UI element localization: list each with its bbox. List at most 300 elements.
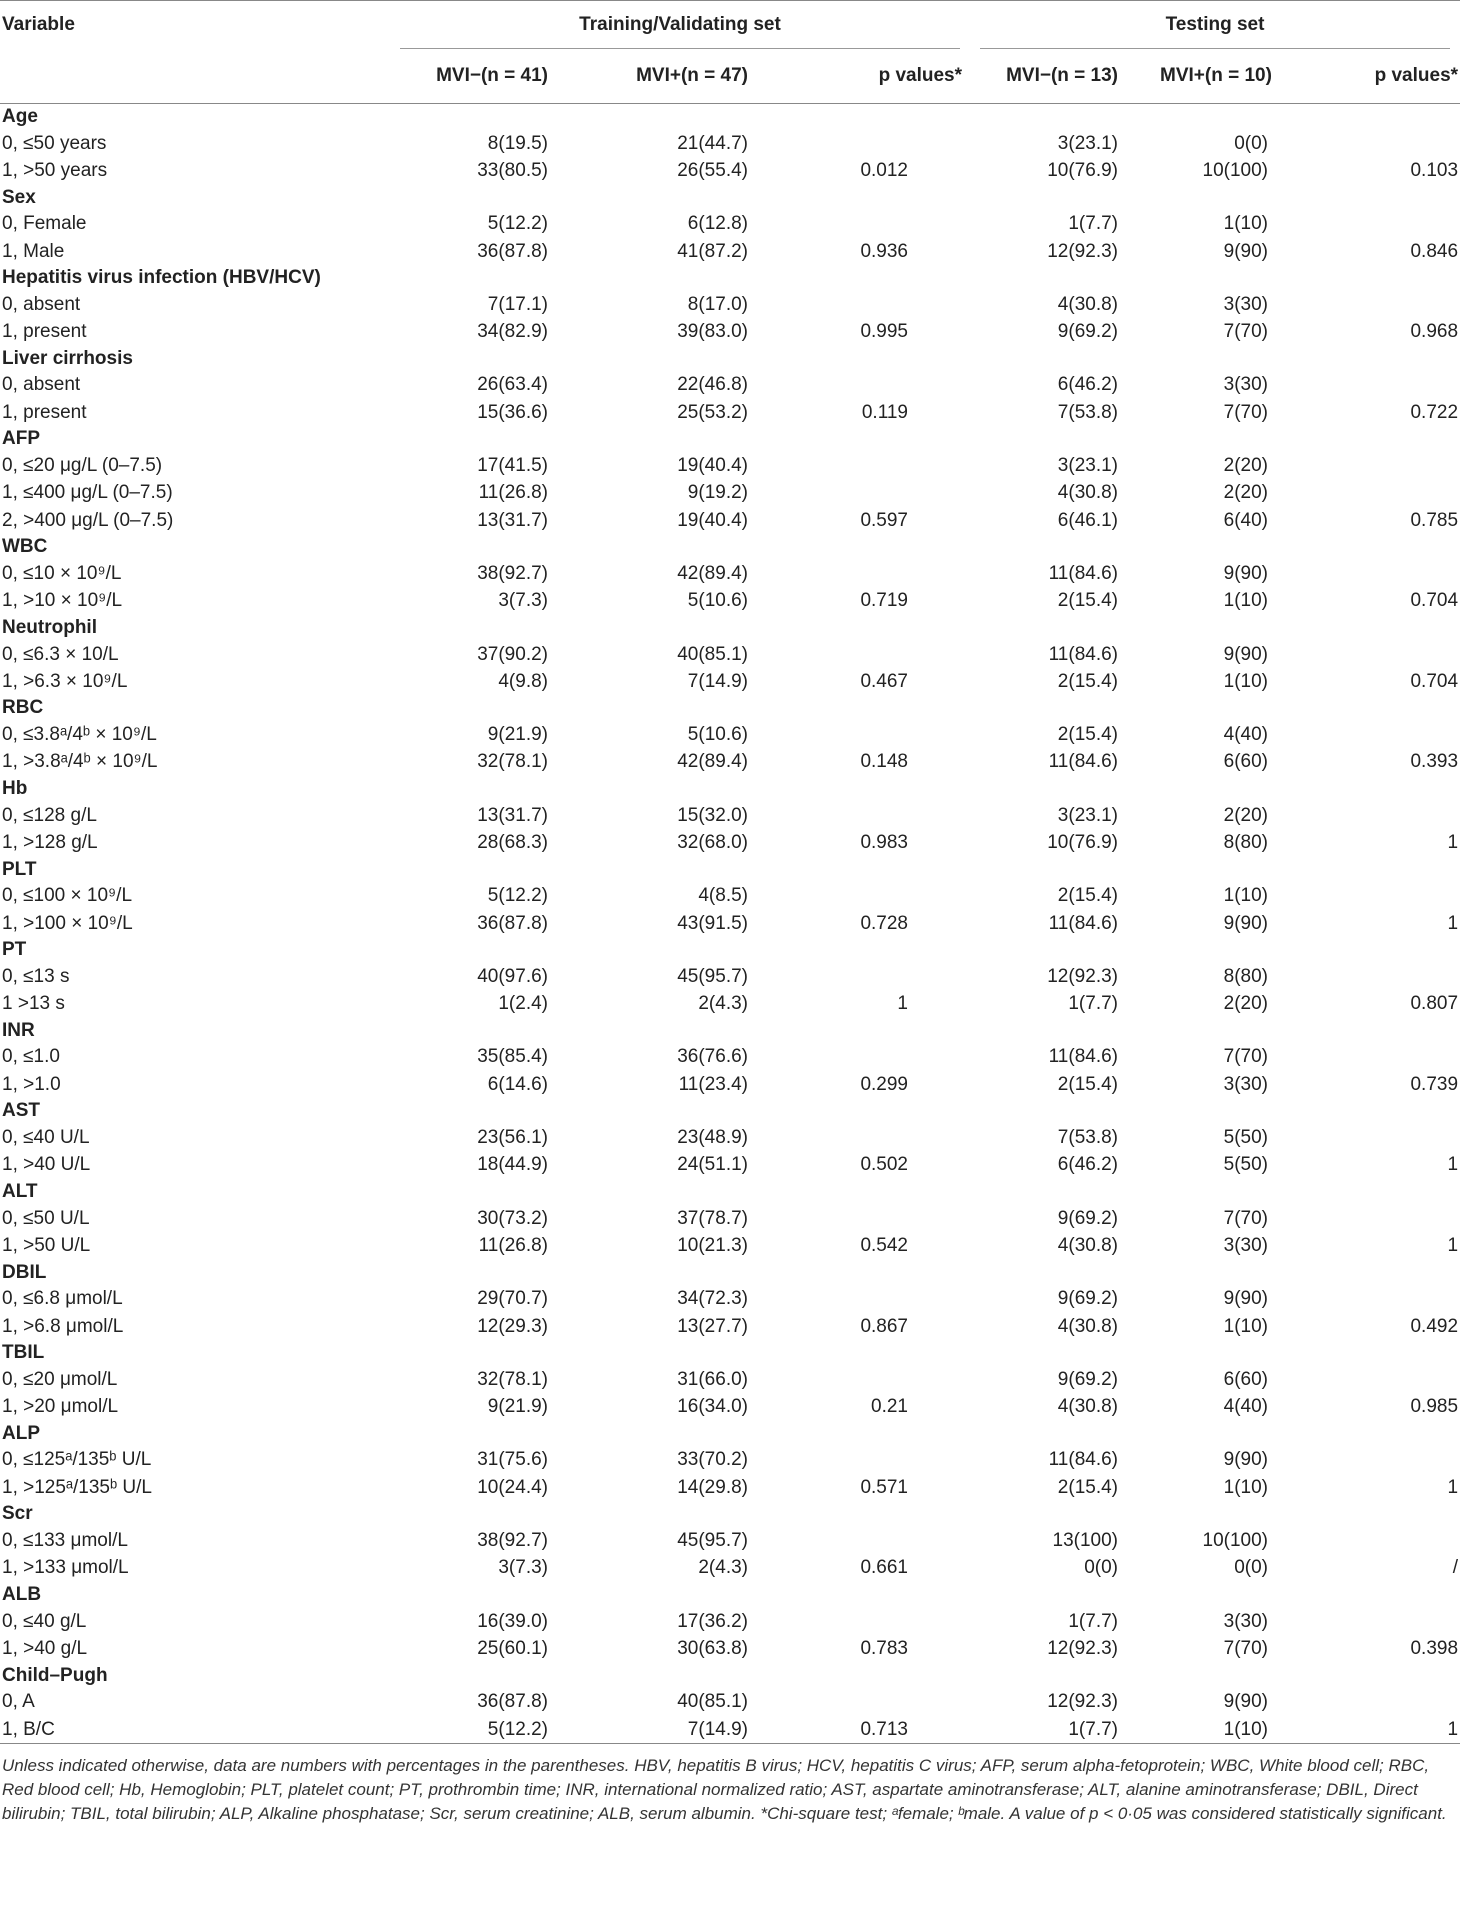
cell-training-mvi-neg: 12(29.3) [477,1315,548,1337]
cell-training-mvi-neg: 29(70.7) [477,1288,548,1310]
category-label: TBIL [2,1342,45,1364]
cell-training-p-value [800,1447,970,1474]
table-row [0,991,1460,1018]
row-label: 0, ≤3.8ᵃ/4ᵇ × 10⁹/L [2,724,157,746]
header-te-neg: MVI−(n = 13) [970,49,1160,104]
row-label: 0, Female [2,213,87,235]
cell-training-mvi-pos: 31(66.0) [677,1368,748,1390]
category-label: Child–Pugh [2,1664,108,1686]
cell-testing-mvi-neg: 9(69.2) [1057,1207,1118,1229]
cell-training-mvi-pos: 2(4.3) [698,1557,748,1579]
cell-training-p-value: 0.502 [860,1154,908,1176]
cell-testing-mvi-neg: 1(7.7) [1068,1610,1118,1632]
cell-testing-mvi-neg: 11(84.6) [1048,1046,1118,1068]
table-row [0,1232,1460,1259]
category-row [0,695,1460,721]
cell-training-mvi-pos: 30(63.8) [677,1637,748,1659]
cell-testing-p-value [1320,560,1460,587]
row-label: 0, ≤20 μg/L (0–7.5) [2,455,163,477]
cell-testing-mvi-neg: 2(15.4) [1057,1073,1118,1095]
category-row [0,1098,1460,1124]
row-label: 0, absent [2,293,81,315]
cell-training-p-value [800,372,970,399]
cell-training-p-value: 0.012 [860,159,908,181]
cell-testing-mvi-neg: 11(84.6) [1048,751,1118,773]
cell-training-p-value: 0.995 [860,321,908,343]
cell-testing-mvi-neg: 12(92.3) [1047,240,1118,262]
category-row [0,857,1460,883]
table-row [0,1635,1460,1662]
cell-testing-mvi-pos: 1(10) [1223,670,1268,692]
header-training-label: Training/Validating set [579,14,781,35]
row-label: 1, Male [2,240,65,262]
cell-testing-mvi-pos: 9(90) [1223,1691,1268,1713]
category-label: RBC [2,697,44,719]
cell-testing-mvi-pos: 1(10) [1223,590,1268,612]
table-row [0,238,1460,265]
category-label: Hb [2,778,28,800]
cell-training-p-value: 0.542 [860,1234,908,1256]
cell-training-p-value: 0.21 [871,1396,908,1418]
header-tr-neg: MVI−(n = 41) [390,49,580,104]
row-label: 1, >10 × 10⁹/L [2,590,123,612]
cell-training-mvi-neg: 9(21.9) [487,724,548,746]
table-row [0,1474,1460,1501]
cell-testing-p-value [1320,721,1460,748]
cell-training-mvi-pos: 9(19.2) [687,482,748,504]
row-label: 0, ≤50 years [2,132,107,154]
cell-testing-mvi-pos: 2(20) [1223,482,1268,504]
row-label: 0, ≤6.8 μmol/L [2,1288,123,1310]
category-row [0,1260,1460,1286]
cell-testing-mvi-pos: 5(50) [1223,1154,1268,1176]
cell-training-p-value [800,1608,970,1635]
cell-training-mvi-pos: 43(91.5) [677,912,748,934]
header-tr-p: p values* [800,49,970,104]
cell-testing-mvi-neg: 6(46.2) [1057,374,1118,396]
testing-group-rule [980,48,1450,49]
table-row [0,1044,1460,1071]
table-row [0,130,1460,157]
table-row [0,1447,1460,1474]
cell-testing-mvi-neg: 6(46.1) [1057,509,1118,531]
cell-testing-mvi-pos: 3(30) [1223,374,1268,396]
row-label: 1, >40 g/L [2,1637,88,1659]
table-row [0,560,1460,587]
cell-testing-mvi-pos: 8(80) [1223,831,1268,853]
table-row [0,749,1460,776]
cell-training-mvi-neg: 11(26.8) [478,1234,548,1256]
cell-testing-mvi-neg: 3(23.1) [1057,804,1118,826]
cell-testing-mvi-neg: 9(69.2) [1057,321,1118,343]
cell-testing-mvi-neg: 7(53.8) [1057,1127,1118,1149]
cell-training-p-value [800,1205,970,1232]
cell-training-mvi-neg: 36(87.8) [477,1691,548,1713]
cell-training-mvi-pos: 41(87.2) [677,240,748,262]
cell-testing-mvi-pos: 3(30) [1223,1610,1268,1632]
table-row [0,157,1460,184]
cell-training-mvi-pos: 15(32.0) [677,804,748,826]
cell-testing-mvi-neg: 2(15.4) [1057,1476,1118,1498]
cell-training-p-value [800,1044,970,1071]
row-label: 1, >128 g/L [2,831,98,853]
cell-testing-mvi-neg: 4(30.8) [1057,1315,1118,1337]
table-row [0,721,1460,748]
cell-testing-mvi-pos: 4(40) [1223,724,1268,746]
cell-training-p-value: 0.867 [860,1315,908,1337]
table-row [0,641,1460,668]
cell-testing-mvi-pos: 8(80) [1223,965,1268,987]
cell-testing-mvi-pos: 10(100) [1202,159,1268,181]
category-label: ALP [2,1422,40,1444]
cell-training-mvi-neg: 34(82.9) [477,321,548,343]
cell-training-p-value: 0.983 [860,831,908,853]
header-testing-label: Testing set [1165,14,1265,35]
cell-testing-mvi-pos: 0(0) [1234,132,1268,154]
cell-testing-mvi-neg: 12(92.3) [1047,1637,1118,1659]
cell-training-mvi-neg: 17(41.5) [477,455,548,477]
cell-training-mvi-pos: 22(46.8) [677,374,748,396]
category-label: Neutrophil [2,616,97,638]
cell-training-p-value: 0.148 [860,751,908,773]
cell-training-p-value [800,1689,970,1716]
cell-training-p-value: 0.783 [860,1637,908,1659]
category-row [0,1663,1460,1689]
cell-training-mvi-pos: 2(4.3) [698,993,748,1015]
category-label: ALB [2,1583,42,1605]
cell-testing-p-value: 0.704 [1410,670,1459,692]
header-training-group [390,1,970,50]
cell-testing-mvi-neg: 0(0) [1084,1557,1118,1579]
cell-testing-mvi-neg: 9(69.2) [1057,1368,1118,1390]
cell-testing-mvi-pos: 9(90) [1223,912,1268,934]
cell-testing-mvi-pos: 2(20) [1223,804,1268,826]
cell-training-mvi-pos: 5(10.6) [687,590,748,612]
cell-testing-p-value: 0.807 [1410,993,1459,1015]
cell-training-p-value [800,1124,970,1151]
cell-training-mvi-neg: 9(21.9) [487,1396,548,1418]
cell-training-p-value [800,883,970,910]
cell-training-mvi-neg: 40(97.6) [477,965,548,987]
header-testing-group [970,1,1460,50]
cell-testing-p-value [1320,1205,1460,1232]
cell-testing-p-value [1320,130,1460,157]
category-label: Hepatitis virus infection (HBV/HCV) [2,267,321,289]
row-label: 1, >6.8 μmol/L [2,1315,124,1337]
table-row [0,1394,1460,1421]
cell-testing-p-value [1320,1124,1460,1151]
cell-testing-mvi-neg: 4(30.8) [1057,1396,1118,1418]
table-row [0,1313,1460,1340]
cell-training-mvi-pos: 10(21.3) [677,1234,748,1256]
cell-testing-p-value: 1 [1447,1234,1459,1256]
cell-training-mvi-neg: 25(60.1) [477,1637,548,1659]
cell-testing-mvi-pos: 2(20) [1223,455,1268,477]
cell-testing-mvi-neg: 1(7.7) [1068,993,1118,1015]
cell-training-mvi-neg: 4(9.8) [498,670,548,692]
cell-testing-mvi-pos: 9(90) [1223,643,1268,665]
row-label: 2, >400 μg/L (0–7.5) [2,509,174,531]
cell-training-mvi-neg: 15(36.6) [477,401,548,423]
cell-training-p-value: 0.661 [860,1557,908,1579]
row-label: 1, >50 years [2,159,108,181]
table-row [0,910,1460,937]
cell-training-mvi-neg: 5(12.2) [487,885,548,907]
row-label: 1, >20 μmol/L [2,1396,119,1418]
cell-training-mvi-neg: 28(68.3) [477,831,548,853]
cell-testing-mvi-neg: 4(30.8) [1057,1234,1118,1256]
cell-training-p-value: 0.719 [860,590,908,612]
row-label: 1, >1.0 [2,1073,61,1095]
table-row [0,1205,1460,1232]
cell-training-mvi-pos: 34(72.3) [677,1288,748,1310]
table-row [0,1071,1460,1098]
cell-testing-p-value: 0.393 [1410,751,1459,773]
cell-training-p-value [800,291,970,318]
category-label: INR [2,1019,35,1041]
cell-training-p-value [800,130,970,157]
cell-training-mvi-pos: 36(76.6) [677,1046,748,1068]
cell-testing-p-value [1320,802,1460,829]
row-label: 1, ≤400 μg/L (0–7.5) [2,482,173,504]
cell-training-mvi-pos: 5(10.6) [687,724,748,746]
cell-testing-mvi-neg: 12(92.3) [1047,1691,1118,1713]
cell-training-mvi-pos: 33(70.2) [677,1449,748,1471]
cell-training-mvi-pos: 37(78.7) [677,1207,748,1229]
cell-testing-p-value [1320,1527,1460,1554]
row-label: 1, B/C [0,1716,390,1744]
header-blank [0,49,390,104]
table-row [0,399,1460,426]
cell-testing-p-value [1320,1447,1460,1474]
cell-training-p-value: 0.467 [860,670,908,692]
category-label: PT [2,939,27,961]
cell-training-p-value [800,1286,970,1313]
cell-training-p-value: 0.728 [860,912,908,934]
cell-testing-p-value: 0.492 [1410,1315,1459,1337]
cell-testing-mvi-neg: 10(76.9) [1047,831,1118,853]
table-row [0,452,1460,479]
row-label: 0, ≤40 g/L [2,1610,87,1632]
cell-testing-mvi-pos: 1(10) [1223,1476,1268,1498]
cell-testing-mvi-pos: 3(30) [1223,293,1268,315]
cell-training-mvi-pos: 19(40.4) [677,509,748,531]
cell-training-mvi-pos: 13(27.7) [677,1315,748,1337]
row-label: 0, ≤133 μmol/L [2,1530,128,1552]
row-label: 1, >50 U/L [2,1234,91,1256]
cell-testing-mvi-pos: 7(70) [1223,1207,1268,1229]
cell-testing-mvi-neg: 10(76.9) [1047,159,1118,181]
cell-training-mvi-neg: 33(80.5) [477,159,548,181]
category-row [0,776,1460,802]
cell-training-p-value [800,721,970,748]
header-te-p: p values* [1320,49,1460,104]
cell-testing-mvi-neg: 2(15.4) [1057,590,1118,612]
cell-training-mvi-neg: 10(24.4) [477,1476,548,1498]
cell-testing-mvi-neg: 11(84.6) [1048,643,1118,665]
cell-testing-mvi-pos: 4(40) [1223,1396,1268,1418]
cell-testing-p-value [1320,1366,1460,1393]
cell-training-mvi-neg: 26(63.4) [477,374,548,396]
table-row [0,963,1460,990]
cell-training-p-value [800,1366,970,1393]
category-label: Scr [2,1503,33,1525]
row-label: 0, ≤50 U/L [2,1207,90,1229]
row-label: 0, ≤40 U/L [2,1127,90,1149]
cell-training-p-value: 0.936 [860,240,908,262]
category-row [0,1340,1460,1366]
cell-training-mvi-neg: 35(85.4) [477,1046,548,1068]
row-label: 0, ≤128 g/L [2,804,97,826]
cell-training-mvi-neg: 23(56.1) [477,1127,548,1149]
training-group-rule [400,48,960,49]
cell-training-mvi-neg: 13(31.7) [477,509,548,531]
cell-training-mvi-pos: 8(17.0) [687,293,748,315]
cell-training-p-value: 1 [897,993,908,1015]
cell-training-p-value: 0.119 [861,401,908,423]
table-footnote: Unless indicated otherwise, data are numbers with percentages in the parentheses. HBV, hepatitis B virus; HCV, hepatitis C virus; AFP, serum alpha-fetoprotein; WBC, White blood cell; RBC, Red blood cell; Hb, Hemoglobin; PLT, platelet count; PT, prothrombin time; INR, international normalized ratio; AST, aspartate aminotransferase; ALT, alanine aminotransferase; DBIL, Direct bilirubin; TBIL, total bilirubin; ALP, Alkaline phosphatase; Scr, serum creatinine; ALB, serum albumin. *Chi-square test; ᵃfemale; ᵇmale. A value of p < 0·05 was considered statistically significant. [2,1756,1447,1824]
cell-testing-p-value [1320,1608,1460,1635]
cell-testing-mvi-neg: 11(84.6) [1048,912,1118,934]
table-row [0,372,1460,399]
cell-testing-mvi-pos: 0(0) [1234,1557,1268,1579]
cell-testing-p-value: 0.985 [1410,1396,1459,1418]
cell-training-mvi-neg: 32(78.1) [477,1368,548,1390]
category-row [0,1501,1460,1527]
category-row [0,185,1460,211]
table-row [0,1366,1460,1393]
row-label: 0, ≤20 μmol/L [2,1368,118,1390]
cell-training-mvi-neg: 1(2.4) [498,993,548,1015]
cell-testing-mvi-neg: 3(23.1) [1057,132,1118,154]
cell-testing-mvi-neg: 9(69.2) [1057,1288,1118,1310]
row-label: 1, >3.8ᵃ/4ᵇ × 10⁹/L [2,751,158,773]
cell-training-mvi-pos: 23(48.9) [677,1127,748,1149]
cell-training-mvi-neg: 5(12.2) [390,1716,580,1744]
cell-training-p-value [800,1527,970,1554]
cell-training-p-value [800,963,970,990]
cell-training-mvi-neg: 36(87.8) [477,912,548,934]
row-label: 1, >133 μmol/L [2,1557,129,1579]
cell-testing-p-value [1320,1044,1460,1071]
cell-testing-mvi-neg: 2(15.4) [1057,670,1118,692]
row-label: 1, >40 U/L [2,1154,91,1176]
cell-testing-p-value: 0.785 [1410,509,1459,531]
cell-training-mvi-pos: 11(23.4) [678,1073,748,1095]
cell-testing-p-value: 0.739 [1410,1073,1459,1095]
cell-testing-mvi-pos: 9(90) [1223,1288,1268,1310]
cell-training-p-value: 0.299 [860,1073,908,1095]
cell-testing-mvi-neg: 2(15.4) [1057,724,1118,746]
cell-training-mvi-pos: 19(40.4) [677,455,748,477]
row-label: 1, present [2,321,87,343]
category-label: WBC [2,536,48,558]
table-body [0,104,1460,1744]
cell-training-mvi-pos: 24(51.1) [677,1154,748,1176]
header-te-pos: MVI+(n = 10) [1160,49,1320,104]
cell-testing-p-value [1320,1286,1460,1313]
cell-testing-mvi-pos: 3(30) [1223,1234,1268,1256]
category-label: Liver cirrhosis [2,347,133,369]
category-row [0,1582,1460,1608]
cell-testing-mvi-neg: 2(15.4) [1057,885,1118,907]
cell-training-mvi-pos: 25(53.2) [677,401,748,423]
cell-testing-mvi-pos: 1(10) [1223,213,1268,235]
row-label: 0, A [2,1691,35,1713]
cell-testing-mvi-pos: 6(40) [1223,509,1268,531]
cell-training-mvi-pos: 7(14.9) [580,1716,800,1744]
cell-training-p-value [800,452,970,479]
cell-training-p-value: 0.571 [860,1476,908,1498]
cell-testing-mvi-pos: 9(90) [1223,240,1268,262]
row-label: 0, ≤125ᵃ/135ᵇ U/L [2,1449,152,1471]
category-row [0,1018,1460,1044]
cell-testing-p-value: 1 [1320,1716,1460,1744]
cell-testing-p-value [1320,452,1460,479]
cell-testing-mvi-pos: 9(90) [1223,1449,1268,1471]
category-label: DBIL [2,1261,47,1283]
cell-training-mvi-pos: 42(89.4) [677,562,748,584]
header-variable: Variable [0,1,390,50]
cell-training-p-value [800,480,970,507]
cell-testing-p-value: 0.722 [1410,401,1459,423]
cell-training-mvi-pos: 17(36.2) [677,1610,748,1632]
cell-training-mvi-neg: 31(75.6) [477,1449,548,1471]
row-label: 0, absent [2,374,81,396]
cell-testing-mvi-pos: 7(70) [1223,401,1268,423]
table-row [0,1527,1460,1554]
table-header [0,1,1460,104]
cell-training-mvi-neg: 16(39.0) [477,1610,548,1632]
cell-testing-p-value [1320,641,1460,668]
table-row [0,588,1460,615]
cell-training-p-value: 0.597 [860,509,908,531]
cell-training-mvi-neg: 18(44.9) [477,1154,548,1176]
row-label: 1, >100 × 10⁹/L [2,912,133,934]
cell-training-mvi-pos: 39(83.0) [677,321,748,343]
table-row [0,1124,1460,1151]
cell-training-mvi-neg: 5(12.2) [487,213,548,235]
cell-testing-p-value: 0.398 [1410,1637,1459,1659]
cell-testing-p-value [1320,291,1460,318]
cell-training-mvi-pos: 6(12.8) [687,213,748,235]
cell-testing-mvi-neg: 6(46.2) [1057,1154,1118,1176]
cell-testing-p-value [1320,480,1460,507]
category-label: Age [2,106,38,127]
cell-testing-mvi-neg: 4(30.8) [1057,293,1118,315]
cell-testing-p-value: 1 [1447,912,1459,934]
cell-training-mvi-neg: 3(7.3) [498,590,548,612]
table-row [0,291,1460,318]
cell-testing-p-value [1320,963,1460,990]
cell-training-mvi-neg: 3(7.3) [498,1557,548,1579]
cell-testing-mvi-pos: 6(60) [1223,1368,1268,1390]
cell-testing-mvi-pos: 1(10) [1223,1315,1268,1337]
cell-testing-p-value: / [1452,1557,1459,1579]
cell-testing-p-value: 0.103 [1410,159,1459,181]
cell-training-mvi-pos: 21(44.7) [677,132,748,154]
cell-training-mvi-pos: 32(68.0) [677,831,748,853]
table-row [0,1689,1460,1716]
cell-training-mvi-pos: 26(55.4) [677,159,748,181]
cell-testing-p-value: 0.704 [1410,590,1459,612]
cell-testing-p-value: 1 [1447,1154,1459,1176]
cell-training-p-value [800,641,970,668]
cell-training-mvi-pos: 14(29.8) [677,1476,748,1498]
cell-testing-mvi-pos: 7(70) [1223,1046,1268,1068]
cell-training-mvi-pos: 7(14.9) [687,670,748,692]
cell-testing-mvi-neg: 11(84.6) [1048,562,1118,584]
